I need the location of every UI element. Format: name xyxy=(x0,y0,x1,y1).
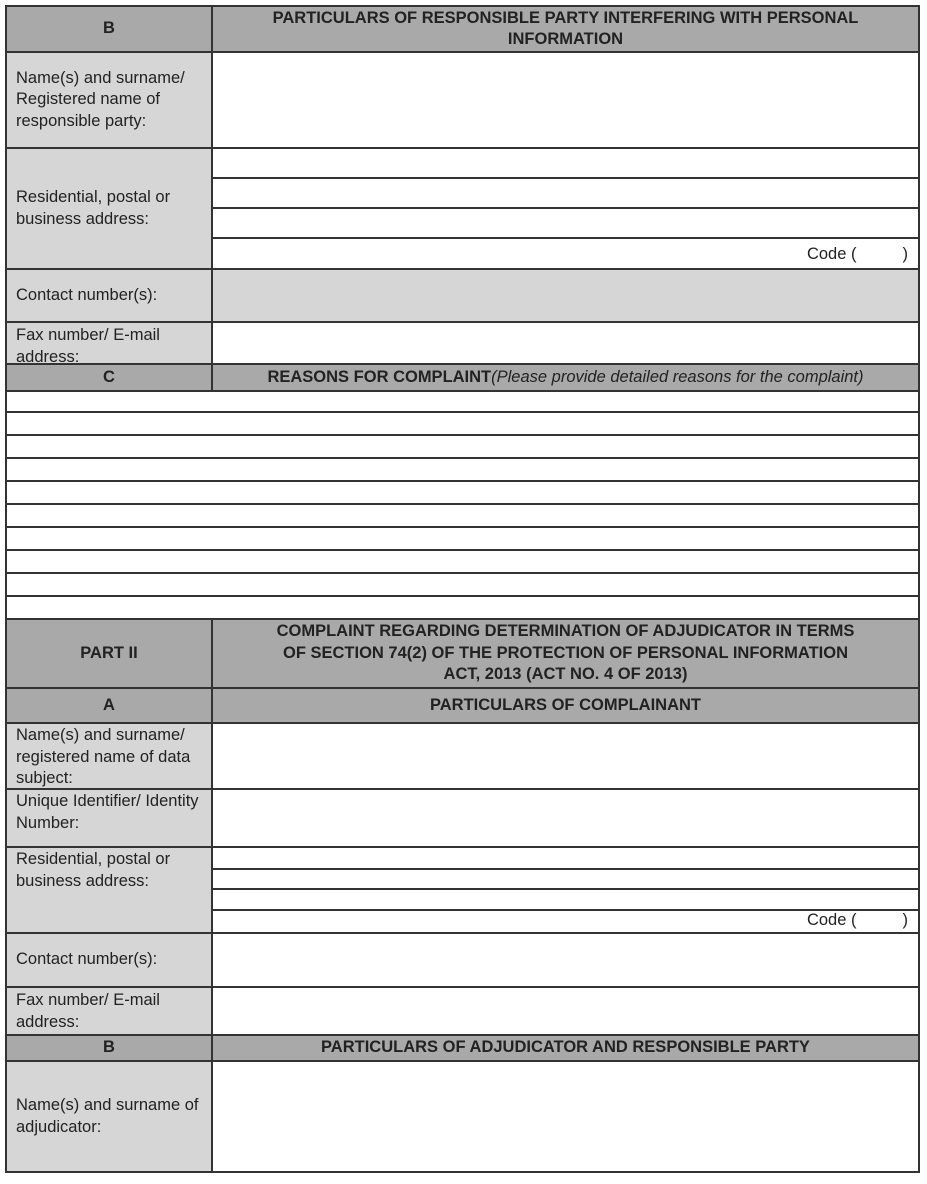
responsible-party-fax-label: Fax number/ E-mail address: xyxy=(7,323,213,363)
section-a-letter: A xyxy=(7,689,213,722)
address-line-1[interactable] xyxy=(213,149,918,179)
responsible-party-fax-field[interactable] xyxy=(213,323,918,363)
section-c-title-text: REASONS FOR COMPLAINT xyxy=(267,367,492,386)
section-c-subtitle: (Please provide detailed reasons for the complaint) xyxy=(491,367,864,386)
section-c-title xyxy=(213,365,918,390)
address-line-1[interactable] xyxy=(213,848,918,870)
part-2-label: PART II xyxy=(7,620,213,687)
responsible-party-address-label: Residential, postal or business address: xyxy=(7,149,213,268)
complainant-fax-row xyxy=(5,988,920,1036)
responsible-party-name-row xyxy=(5,53,920,149)
part-2-title: COMPLAINT REGARDING DETERMINATION OF ADJUDICATOR IN TERMS OF SECTION 74(2) OF THE PROTECTION OF PERSONAL INFORMATION ACT, 2013 (ACT NO. 4 OF 2013) xyxy=(213,620,918,687)
responsible-party-address-field[interactable] xyxy=(213,149,918,268)
postal-code-label: Code ( ) xyxy=(806,911,908,929)
complainant-address-field[interactable] xyxy=(213,848,918,932)
address-line-3[interactable] xyxy=(213,209,918,239)
reason-line[interactable] xyxy=(5,551,920,574)
reason-line[interactable] xyxy=(5,459,920,482)
reason-line[interactable] xyxy=(5,505,920,528)
section-a-header xyxy=(5,689,920,724)
reason-line[interactable] xyxy=(5,436,920,459)
adjudicator-name-field[interactable] xyxy=(213,1062,918,1171)
section-c-header xyxy=(5,365,920,392)
reasons-lines xyxy=(5,392,920,620)
section-b-header xyxy=(5,5,920,53)
address-line-3[interactable] xyxy=(213,890,918,911)
responsible-party-name-label: Name(s) and surname/ Registered name of responsible party: xyxy=(7,53,213,147)
responsible-party-contact-label: Contact number(s): xyxy=(7,270,213,321)
section-c-letter: C xyxy=(7,365,213,390)
section-a-title: PARTICULARS OF COMPLAINANT xyxy=(213,689,918,722)
complainant-id-row xyxy=(5,790,920,848)
section-b2-letter: B xyxy=(7,1036,213,1060)
responsible-party-name-field[interactable] xyxy=(213,53,918,147)
section-b2-header xyxy=(5,1036,920,1062)
part-2-header xyxy=(5,620,920,689)
complainant-contact-field[interactable] xyxy=(213,934,918,986)
responsible-party-contact-row xyxy=(5,270,920,323)
complainant-name-row xyxy=(5,724,920,790)
complainant-contact-label: Contact number(s): xyxy=(7,934,213,986)
responsible-party-address-row xyxy=(5,149,920,270)
address-line-2[interactable] xyxy=(213,870,918,890)
reason-line[interactable] xyxy=(5,482,920,505)
postal-code-label: Code ( ) xyxy=(806,245,908,263)
section-b2-title: PARTICULARS OF ADJUDICATOR AND RESPONSIBLE PARTY xyxy=(213,1036,918,1060)
complaint-form xyxy=(5,5,920,1173)
reason-line[interactable] xyxy=(5,392,920,413)
reason-line[interactable] xyxy=(5,597,920,620)
address-line-code[interactable] xyxy=(213,239,918,268)
complainant-address-label: Residential, postal or business address: xyxy=(7,848,213,932)
complainant-name-label: Name(s) and surname/ registered name of data subject: xyxy=(7,724,213,788)
complainant-id-label: Unique Identifier/ Identity Number: xyxy=(7,790,213,846)
address-line-code[interactable] xyxy=(213,911,918,930)
complainant-contact-row xyxy=(5,934,920,988)
responsible-party-contact-field[interactable] xyxy=(213,270,918,321)
complainant-fax-label: Fax number/ E-mail address: xyxy=(7,988,213,1034)
complainant-id-field[interactable] xyxy=(213,790,918,846)
adjudicator-name-row xyxy=(5,1062,920,1173)
reason-line[interactable] xyxy=(5,413,920,436)
complainant-address-row xyxy=(5,848,920,934)
address-line-2[interactable] xyxy=(213,179,918,209)
reason-line[interactable] xyxy=(5,528,920,551)
adjudicator-name-label: Name(s) and surname of adjudicator: xyxy=(7,1062,213,1171)
complainant-name-field[interactable] xyxy=(213,724,918,788)
responsible-party-fax-row xyxy=(5,323,920,365)
section-b-title: PARTICULARS OF RESPONSIBLE PARTY INTERFERING WITH PERSONAL INFORMATION xyxy=(213,7,918,51)
section-b-letter: B xyxy=(7,7,213,51)
reason-line[interactable] xyxy=(5,574,920,597)
complainant-fax-field[interactable] xyxy=(213,988,918,1034)
